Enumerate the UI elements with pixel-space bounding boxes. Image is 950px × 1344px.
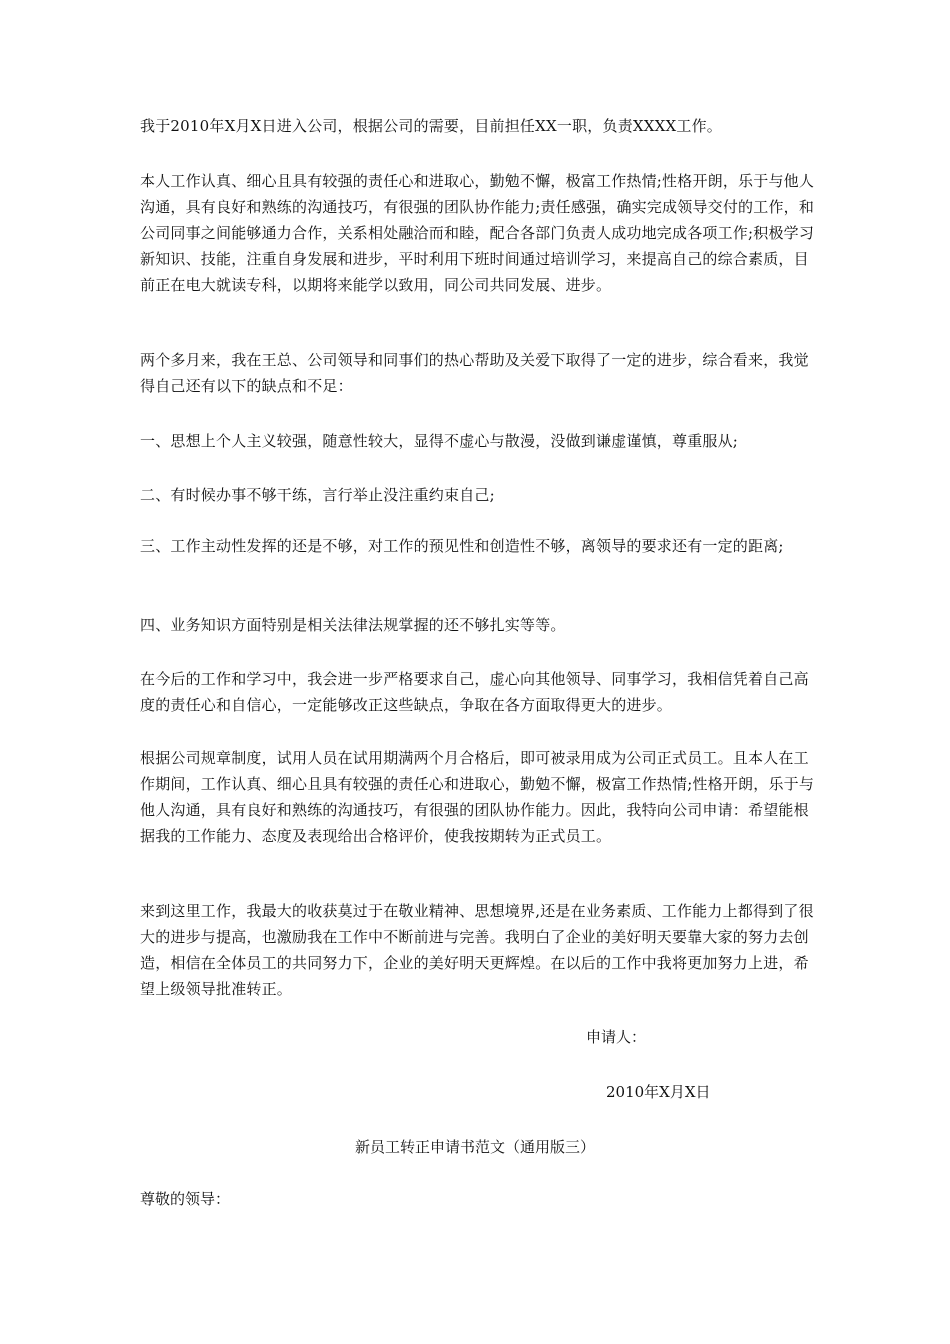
paragraph-shortcomings-intro: 两个多月来，我在王总、公司领导和同事们的热心帮助及关爱下取得了一定的进步，综合看来，我觉得自己还有以下的缺点和不足： bbox=[140, 351, 809, 395]
paragraph-closing: 来到这里工作，我最大的收获莫过于在敬业精神、思想境界,还是在业务素质、工作能力上都得到了很大的进步与提高，也激励我在工作中不断前进与完善。我明白了企业的美好明天要靠大家的努力去创造，相信在全体员工的共同努力下，企业的美好明天更辉煌。在以后的工作中我将更加努力上进，希望上级领导批准转正。 bbox=[140, 902, 814, 998]
list-item-shortcoming-2: 二、有时候办事不够干练，言行举止没注重约束自己; bbox=[140, 486, 495, 504]
list-item-shortcoming-3: 三、工作主动性发挥的还是不够，对工作的预见性和创造性不够，离领导的要求还有一定的距离; bbox=[140, 537, 784, 555]
list-item-shortcoming-1: 一、思想上个人主义较强，随意性较大，显得不虚心与散漫，没做到谦虚谨慎，尊重服从; bbox=[140, 432, 739, 450]
paragraph-application-request: 根据公司规章制度，试用人员在试用期满两个月合格后，即可被录用成为公司正式员工。且本人在工作期间，工作认真、细心且具有较强的责任心和进取心，勤勉不懈，极富工作热情;性格开朗，乐于与他人沟通，具有良好和熟练的沟通技巧，有很强的团队协作能力。因此，我特向公司申请：希望能根据我的工作能力、态度及表现给出合格评价，使我按期转为正式员工。 bbox=[140, 749, 815, 845]
signature-date: 2010年X月X日 bbox=[606, 1083, 711, 1101]
list-item-shortcoming-4: 四、业务知识方面特别是相关法律法规掌握的还不够扎实等等。 bbox=[140, 616, 566, 634]
paragraph-self-assessment: 本人工作认真、细心且具有较强的责任心和进取心，勤勉不懈，极富工作热情;性格开朗，乐于与他人沟通，具有良好和熟练的沟通技巧，有很强的团队协作能力;责任感强，确实完成领导交付的工作，和公司同事之间能够通力合作，关系相处融洽而和睦，配合各部门负责人成功地完成各项工作;积极学习新知识、技能，注重自身发展和进步，平时利用下班时间通过培训学习，来提高自己的综合素质，目前正在电大就读专科，以期将来能学以致用，同公司共同发展、进步。 bbox=[140, 172, 815, 294]
paragraph-future-plan: 在今后的工作和学习中，我会进一步严格要求自己，虚心向其他领导、同事学习，我相信凭着自己高度的责任心和自信心，一定能够改正这些缺点，争取在各方面取得更大的进步。 bbox=[140, 670, 809, 714]
signer-label: 申请人： bbox=[586, 1028, 647, 1046]
next-section-title: 新员工转正申请书范文（通用版三） bbox=[354, 1138, 595, 1156]
next-section-greeting: 尊敬的领导： bbox=[140, 1190, 231, 1208]
paragraph-start-date: 我于2010年X月X日进入公司，根据公司的需要，目前担任XX一职，负责XXXX工作。 bbox=[140, 117, 723, 135]
